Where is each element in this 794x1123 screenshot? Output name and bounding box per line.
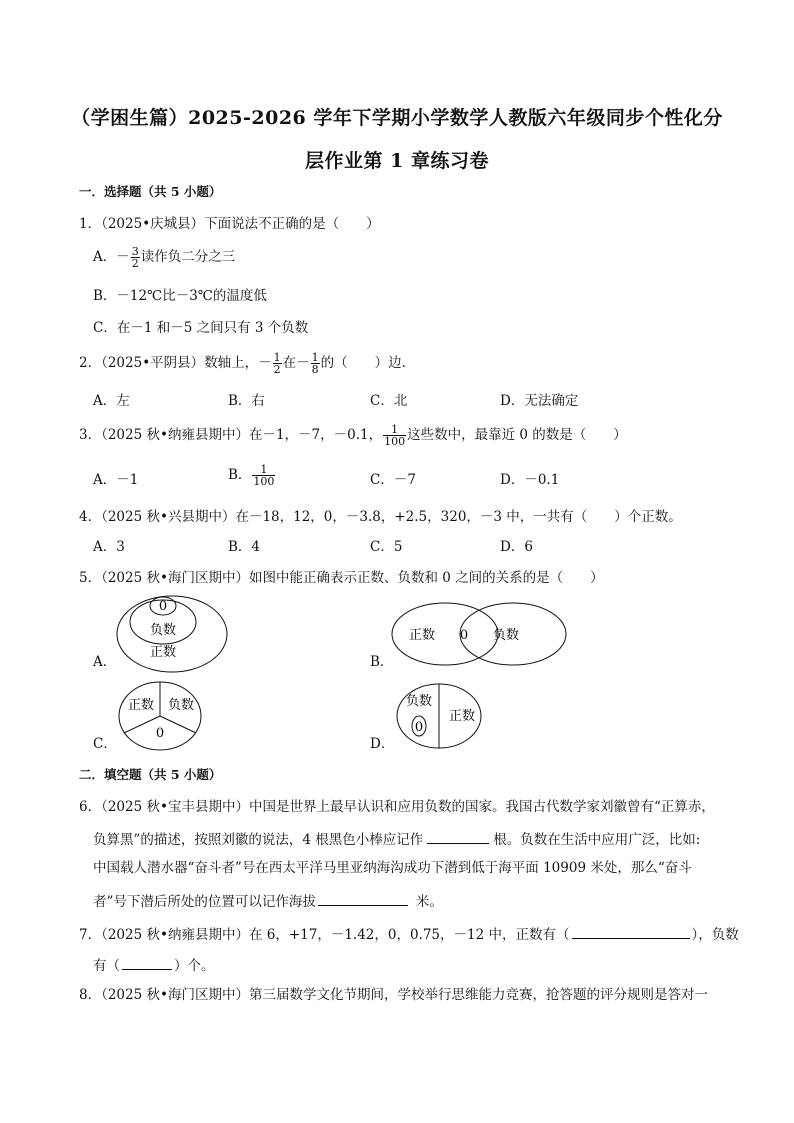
q7-line-2 bbox=[93, 957, 215, 974]
q3-option-a: A．－1 bbox=[93, 472, 139, 488]
title-line-2: 层作业第 1 章练习卷 bbox=[305, 150, 489, 172]
q5-b-neg-label: 负数 bbox=[492, 628, 520, 643]
q1-a-numerator: 3 bbox=[131, 245, 139, 258]
q2-fraction-1 bbox=[273, 352, 282, 375]
q5-c-divider-right bbox=[160, 716, 196, 733]
q5-b-pos-label: 正数 bbox=[408, 628, 436, 643]
q5-option-b: B． bbox=[370, 654, 394, 670]
q5-stem: 5．（2025 秋•海门区期中）如图中能正确表示正数、负数和 0 之间的关系的是（ ） bbox=[79, 570, 604, 586]
section-2-heading: 二．填空题（共 5 小题） bbox=[79, 767, 222, 782]
q4-option-a: A．3 bbox=[93, 539, 125, 555]
q6-line-4 bbox=[93, 893, 443, 910]
q1-option-c: C．在－1 和－5 之间只有 3 个负数 bbox=[93, 320, 309, 336]
q1-option-b: B．－12℃比－3℃的温度低 bbox=[93, 288, 267, 304]
q5-option-d: D． bbox=[370, 736, 395, 752]
q6-line-4b: 米。 bbox=[415, 894, 443, 910]
q5-c-zero-label: 0 bbox=[155, 726, 165, 741]
q1-a-denominator: 2 bbox=[131, 257, 139, 270]
q5-diagram-a bbox=[115, 594, 235, 674]
q5-diagram-c bbox=[117, 680, 207, 752]
q5-option-c: C． bbox=[93, 736, 117, 752]
q5-d-neg-label: 负数 bbox=[405, 694, 433, 709]
q5-a-pos-label: 正数 bbox=[149, 645, 177, 660]
q2-mid: 在－ bbox=[282, 355, 310, 371]
q5-c-neg-label: 负数 bbox=[167, 698, 195, 713]
q7-line-1b: ），负数 bbox=[691, 927, 739, 943]
q2-option-c: C．北 bbox=[370, 393, 408, 409]
q1-a-prefix: A．－ bbox=[93, 249, 130, 265]
q2-fraction-2 bbox=[311, 352, 320, 375]
q1-stem: 1．（2025•庆城县）下面说法不正确的是（ ） bbox=[79, 216, 380, 232]
q7-line-2a: 有（ bbox=[93, 958, 120, 974]
q5-a-zero-label: 0 bbox=[158, 599, 168, 614]
q6-blank-2[interactable] bbox=[318, 893, 408, 906]
q4-option-b: B．4 bbox=[228, 539, 261, 555]
q3-b-prefix: B． bbox=[228, 467, 252, 483]
q5-c-divider-left bbox=[124, 716, 160, 733]
q6-line-2 bbox=[93, 831, 700, 848]
q6-line-4a: 者”号下潜后所处的位置可以记作海拔 bbox=[93, 894, 316, 910]
q2-prefix: 2．（2025•平阴县）数轴上，－ bbox=[79, 355, 272, 371]
q2-f2-numerator: 1 bbox=[311, 351, 319, 364]
q7-line-2b: ）个。 bbox=[174, 958, 215, 974]
q5-b-zero-label: 0 bbox=[459, 628, 469, 643]
q7-line-1 bbox=[79, 926, 739, 943]
q6-line-2b: 根。负数在生活中应用广泛，比如: bbox=[493, 832, 701, 848]
q3-b-denominator: 100 bbox=[253, 475, 275, 488]
q6-line-1: 6．（2025 秋•宝丰县期中）中国是世界上最早认识和应用负数的国家。我国古代数学家刘徽曾有“正算赤， bbox=[79, 799, 715, 815]
q7-blank-positive[interactable] bbox=[572, 926, 690, 939]
q4-option-c: C．5 bbox=[370, 539, 403, 555]
q7-blank-negative[interactable] bbox=[122, 957, 172, 970]
q3-suffix: 这些数中，最靠近 0 的数是（ ） bbox=[407, 427, 627, 443]
q6-line-3: 中国载人潜水器“奋斗者”号在西太平洋马里亚纳海沟成功下潜到低于海平面 10909 米处，那么“奋斗 bbox=[93, 860, 692, 876]
q6-blank-1[interactable] bbox=[427, 831, 489, 844]
q2-option-b: B．右 bbox=[228, 393, 265, 409]
q3-option-d: D．－0.1 bbox=[500, 472, 560, 488]
q1-a-fraction bbox=[131, 246, 140, 269]
q5-diagram-b bbox=[390, 600, 570, 670]
q3-stem bbox=[79, 424, 627, 447]
q8-line-1: 8．（2025 秋•海门区期中）第三届数学文化节期间，学校举行思维能力竞赛，抢答题的评分规则是答对一 bbox=[79, 987, 708, 1003]
q2-f2-denominator: 8 bbox=[311, 363, 319, 376]
q1-option-a bbox=[93, 246, 235, 269]
q2-stem bbox=[79, 352, 415, 375]
q5-a-neg-label: 负数 bbox=[149, 623, 177, 638]
title-line-1: （学困生篇）2025-2026 学年下学期小学数学人教版六年级同步个性化分 bbox=[71, 107, 723, 129]
q2-suffix: 的（ ）边． bbox=[320, 355, 416, 371]
q3-option-c: C．－7 bbox=[370, 472, 416, 488]
q3-f-numerator: 1 bbox=[383, 424, 406, 436]
q3-b-numerator: 1 bbox=[252, 464, 275, 476]
q6-line-2a: 负算黑”的描述，按照刘徽的说法，4 根黑色小棒应记作 bbox=[93, 832, 424, 848]
section-1-heading: 一．选择题（共 5 小题） bbox=[79, 184, 222, 199]
q7-line-1a: 7．（2025 秋•纳雍县期中）在 6，+17，－1.42，0，0.75，－12 中，正数有（ bbox=[79, 927, 570, 943]
q2-option-a: A．左 bbox=[93, 393, 130, 409]
q3-b-fraction bbox=[252, 464, 275, 487]
q5-diagram-d bbox=[395, 682, 487, 752]
q2-f1-numerator: 1 bbox=[273, 351, 281, 364]
q2-f1-denominator: 2 bbox=[273, 363, 281, 376]
q3-f-denominator: 100 bbox=[384, 435, 406, 448]
q5-b-left-ellipse bbox=[392, 603, 498, 665]
q5-d-pos-label: 正数 bbox=[448, 709, 476, 724]
q1-a-text: 读作负二分之三 bbox=[140, 249, 236, 265]
q5-d-zero-label: 0 bbox=[414, 720, 424, 735]
q4-option-d: D．6 bbox=[500, 539, 533, 555]
q3-prefix: 3．（2025 秋•纳雍县期中）在－1，－7，－0.1， bbox=[79, 427, 383, 443]
q5-c-pos-label: 正数 bbox=[127, 698, 155, 713]
q3-option-b bbox=[228, 464, 276, 487]
q3-fraction bbox=[383, 424, 406, 447]
q4-stem: 4．（2025 秋•兴县期中）在－18，12，0，－3.8，+2.5，320，－3 中，一共有（ ）个正数。 bbox=[79, 509, 682, 525]
q5-option-a: A． bbox=[93, 654, 117, 670]
q2-option-d: D．无法确定 bbox=[500, 393, 579, 409]
